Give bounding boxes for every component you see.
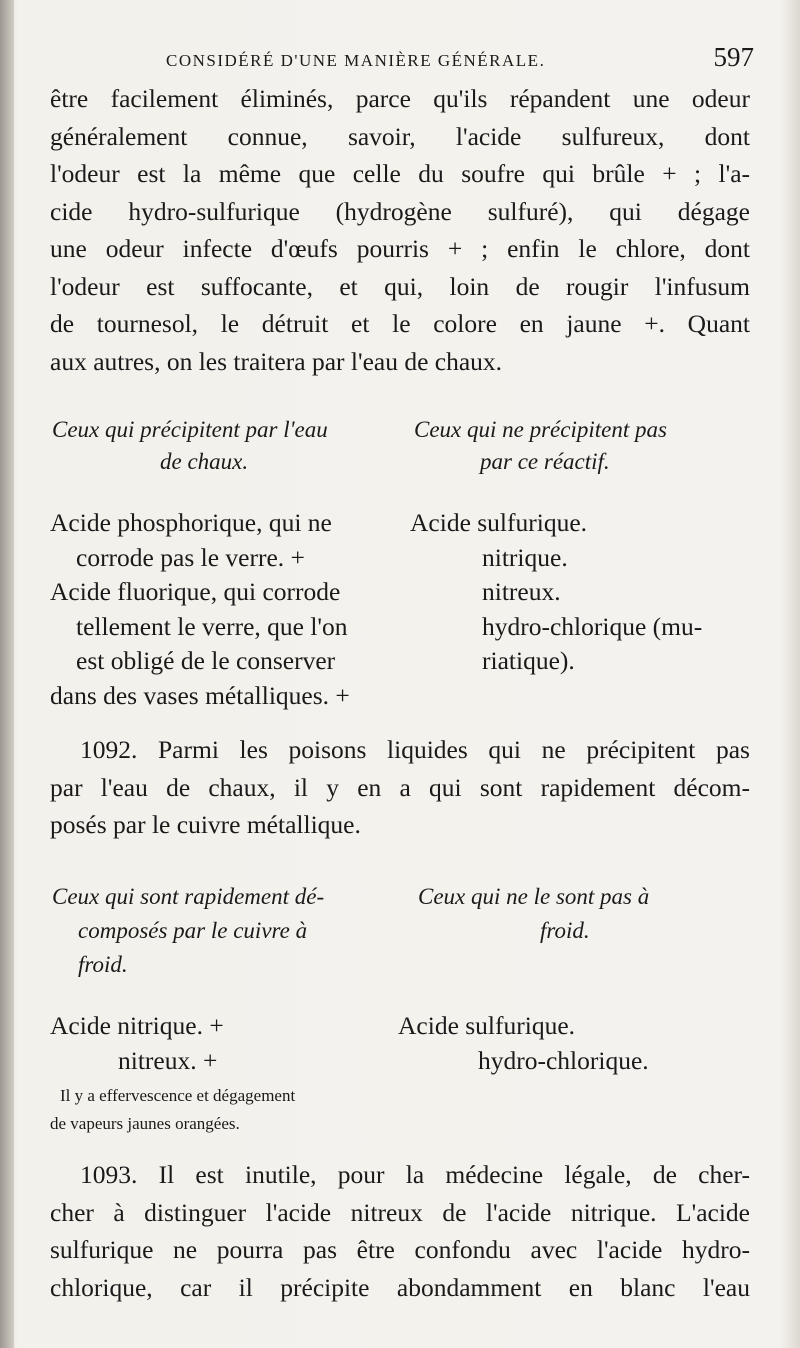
list-item: Acide sulfurique. [398,1011,576,1040]
table2-left-column [50,1009,390,1078]
list-item: riatique). [482,646,575,675]
table1-right-heading [414,414,754,478]
table1-right-column [410,506,760,679]
heading-line: de chaux. [160,449,249,474]
heading-line: Ceux qui ne précipitent pas [414,417,667,442]
list-item: hydro-chlorique (mu- [482,611,703,641]
table2-right-column [398,1009,758,1078]
list-item: hydro-chlorique. [478,1045,649,1075]
text-line: par l'eau de chaux, il y en a qui sont rapidement décom- [50,772,750,802]
list-item: tellement le verre, que l'on [76,611,348,641]
paragraph-1092 [50,731,750,844]
page-header [48,42,754,82]
table1-left-heading [52,414,392,478]
list-item: dans des vases métalliques. + [50,680,350,710]
heading-line: par ce réactif. [480,449,610,474]
intro-paragraph [50,80,750,380]
text-line: 1092. Parmi les poisons liquides qui ne précipitent pas [80,735,750,764]
text-line: être facilement éliminés, parce qu'ils répandent une odeur [50,84,750,113]
list-item: est obligé de le conserver [76,646,336,675]
text-line: aux autres, on les traitera par l'eau de chaux. [50,346,503,376]
heading-line: froid. [78,952,128,977]
table2-right-heading [418,880,758,948]
text-line: l'odeur est suffocante, et qui, loin de rougir l'infusum [50,271,750,301]
text-line: chlorique, car il précipite abondamment en blanc l'eau [50,1272,750,1302]
text-line: posés par le cuivre métallique. [50,810,361,839]
heading-line: Ceux qui précipitent par l'eau [52,417,328,442]
text-line: cher à distinguer l'acide nitreux de l'acide nitrique. L'acide [50,1197,750,1227]
text-line: de tournesol, le détruit et le colore en jaune +. Quant [50,309,750,338]
list-item: Acide nitrique. + [50,1011,224,1040]
text-line: 1093. Il est inutile, pour la médecine légale, de cher- [80,1160,750,1189]
table2-left-heading [52,880,392,982]
heading-line: composés par le cuivre à [78,918,308,943]
list-item: nitreux. [482,577,561,606]
binding-gutter [0,0,14,1348]
heading-line: Ceux qui ne le sont pas à [418,884,650,909]
list-item: Acide phosphorique, qui ne [50,508,332,537]
table1-left-column [50,506,390,713]
list-item: Acide sulfurique. [410,508,588,537]
text-line: une odeur infecte d'œufs pourris + ; enfin le chlore, dont [50,234,750,263]
list-item: nitreux. + [118,1045,218,1075]
heading-line: Ceux qui sont rapidement dé- [52,884,325,909]
heading-line: froid. [540,918,590,943]
page-number: 597 [713,42,754,72]
text-line: l'odeur est la même que celle du soufre qui brûle + ; l'a- [50,159,750,188]
list-item: Acide fluorique, qui corrode [50,577,341,606]
paragraph-1093 [50,1156,750,1306]
note-line: Il y a effervescence et dégagement [60,1086,296,1105]
table2-footnote [50,1082,410,1138]
text-line: généralement connue, savoir, l'acide sulfureux, dont [50,121,750,151]
list-item: nitrique. [482,542,568,572]
list-item: corrode pas le verre. + [76,542,305,572]
text-line: sulfurique ne pourra pas être confondu avec l'acide hydro- [50,1235,750,1264]
note-line: de vapeurs jaunes orangées. [50,1114,240,1133]
text-line: cide hydro-sulfurique (hydrogène sulfuré), qui dégage [50,196,750,226]
running-title: CONSIDÉRÉ D'UNE MANIÈRE GÉNÉRALE. [166,51,546,70]
